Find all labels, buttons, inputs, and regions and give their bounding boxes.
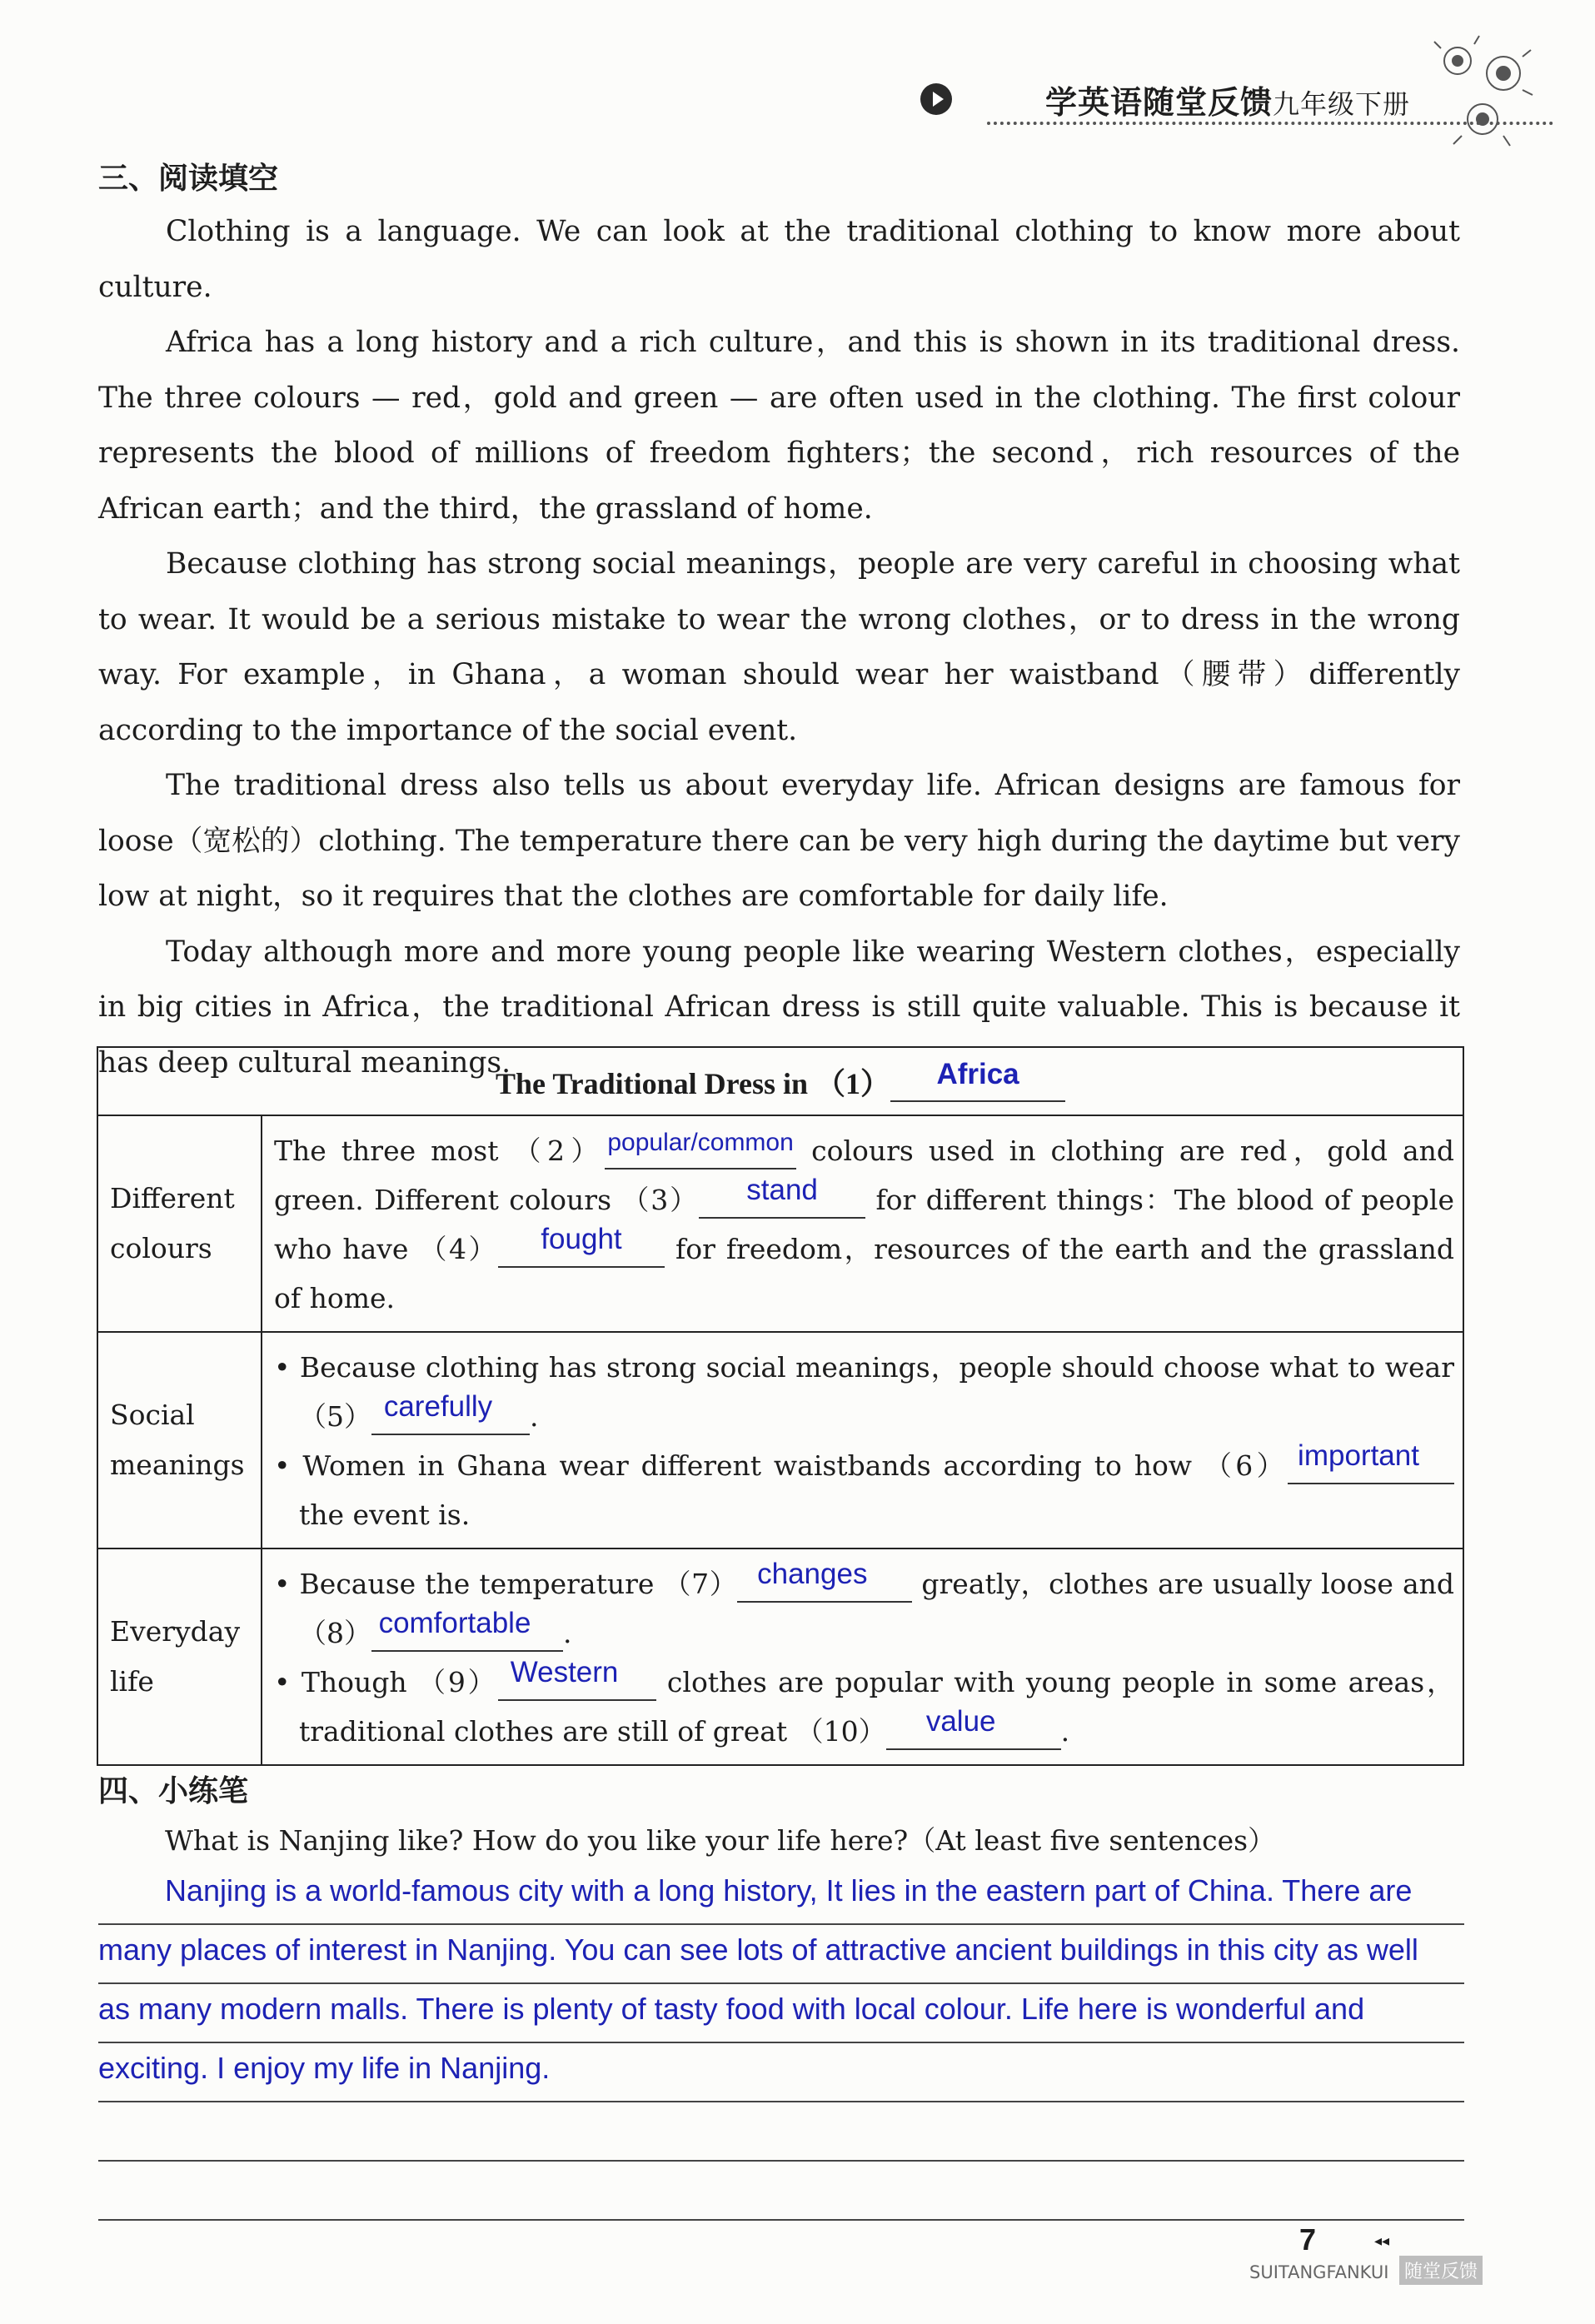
summary-table bbox=[97, 1046, 1464, 1766]
table-row bbox=[97, 1332, 1463, 1549]
row-content-colours: The three most （2） popular/common colours used in clothing are red，gold and green. Different colours （3） stand for different things：The blood of people who have （4） fought for freedom，resources of the earth and the grassland of home. bbox=[262, 1115, 1463, 1332]
passage-paragraph-3: Because clothing has strong social meanings，people are very careful in choosing what to wear. It would be a serious mistake to wear the wrong clothes，or to dress in the wrong way. For example，in Ghana，a woman should wear her waistband（腰带）differently according to the importance of the social event. bbox=[98, 547, 1460, 747]
table-title: The Traditional Dress in （1） Africa bbox=[97, 1047, 1463, 1115]
book-subtitle: 九年级下册 bbox=[1273, 88, 1411, 120]
blank-10[interactable] bbox=[886, 1705, 1061, 1750]
answer-2: popular/common bbox=[607, 1129, 794, 1156]
answer-1: Africa bbox=[936, 1057, 1019, 1090]
passage-paragraph-1: Clothing is a language. We can look at the traditional clothing to know more about culture. bbox=[98, 215, 1460, 304]
section-3-heading: 三、阅读填空 bbox=[98, 162, 279, 196]
flower-decoration-icon bbox=[1424, 23, 1549, 157]
answer-8: comfortable bbox=[378, 1607, 531, 1639]
blank-2[interactable] bbox=[605, 1129, 796, 1169]
play-icon bbox=[920, 83, 952, 115]
writing-line-5[interactable] bbox=[98, 2102, 1464, 2162]
book-title: 学英语随堂反馈九年级下册 bbox=[1045, 84, 1411, 121]
blank-7[interactable] bbox=[737, 1558, 912, 1603]
blank-3[interactable] bbox=[699, 1174, 865, 1219]
answer-3: stand bbox=[746, 1174, 818, 1206]
row-label-everyday: Everyday life bbox=[97, 1549, 262, 1765]
answer-5: carefully bbox=[383, 1390, 493, 1423]
page-number: 7 bbox=[1299, 2222, 1317, 2257]
answer-7: changes bbox=[757, 1558, 868, 1590]
blank-9[interactable] bbox=[498, 1656, 656, 1701]
answer-9: Western bbox=[510, 1656, 619, 1688]
table-row bbox=[97, 1549, 1463, 1765]
row-content-everyday: • Because the temperature （7） changes greatly，clothes are usually loose and （8） comfortable . • Though （9） Western clothes are popular with young people in some areas，traditional clothes are still of great （10） value . bbox=[262, 1549, 1463, 1765]
arrow-left-icon: ◂◂ bbox=[1374, 2232, 1390, 2250]
row-content-social: • Because clothing has strong social meanings，people should choose what to wear （5） carefully . • Women in Ghana wear different waistbands according to how （6） important the event is. bbox=[262, 1332, 1463, 1549]
answer-10: value bbox=[925, 1705, 996, 1738]
row-label-colours: Different colours bbox=[97, 1115, 262, 1332]
writing-line-3[interactable]: as many modern malls. There is plenty of tasty food with local colour. Life here is wonderful and bbox=[98, 1984, 1464, 2043]
blank-6[interactable] bbox=[1288, 1439, 1454, 1484]
table-row bbox=[97, 1115, 1463, 1332]
blank-5[interactable] bbox=[371, 1390, 530, 1435]
writing-line-6[interactable] bbox=[98, 2162, 1464, 2221]
writing-line-2[interactable]: many places of interest in Nanjing. You can see lots of attractive ancient buildings in this city as well bbox=[98, 1925, 1464, 1984]
answer-4: fought bbox=[541, 1223, 622, 1255]
section-4-heading: 四、小练笔 bbox=[98, 1774, 249, 1808]
blank-1[interactable] bbox=[890, 1057, 1065, 1102]
passage-paragraph-5: Today although more and more young people like wearing Western clothes，especially in big cities in Africa，the traditional African dress is still quite valuable. This is because it has deep cultural meanings. bbox=[98, 935, 1460, 1080]
blank-8[interactable] bbox=[371, 1607, 563, 1652]
writing-line-1[interactable]: Nanjing is a world-famous city with a long history, It lies in the eastern part of China. There are bbox=[98, 1866, 1464, 1925]
writing-area[interactable] bbox=[98, 1866, 1464, 2221]
passage-paragraph-4: The traditional dress also tells us about everyday life. African designs are famous for loose（宽松的）clothing. The temperature there can be very high during the daytime but very low at night，so it requires that the clothes are comfortable for daily life. bbox=[98, 769, 1460, 913]
writing-prompt: What is Nanjing like? How do you like your life here?（At least five sentences） bbox=[165, 1824, 1276, 1857]
answer-6: important bbox=[1298, 1439, 1419, 1472]
reading-passage bbox=[98, 204, 1460, 1090]
passage-paragraph-2: Africa has a long history and a rich culture，and this is shown in its traditional dress. The three colours — red，gold and green — are often used in the clothing. The first colour represents the blood of millions of freedom fighters；the second，rich resources of the African earth；and the third，the grassland of home. bbox=[98, 326, 1460, 526]
footer-brand-en: SUITANGFANKUI bbox=[1249, 2262, 1389, 2282]
writing-line-4[interactable]: exciting. I enjoy my life in Nanjing. bbox=[98, 2043, 1464, 2102]
footer-brand-cn: 随堂反馈 bbox=[1399, 2256, 1483, 2285]
blank-4[interactable] bbox=[498, 1223, 665, 1268]
row-label-social: Social meanings bbox=[97, 1332, 262, 1549]
